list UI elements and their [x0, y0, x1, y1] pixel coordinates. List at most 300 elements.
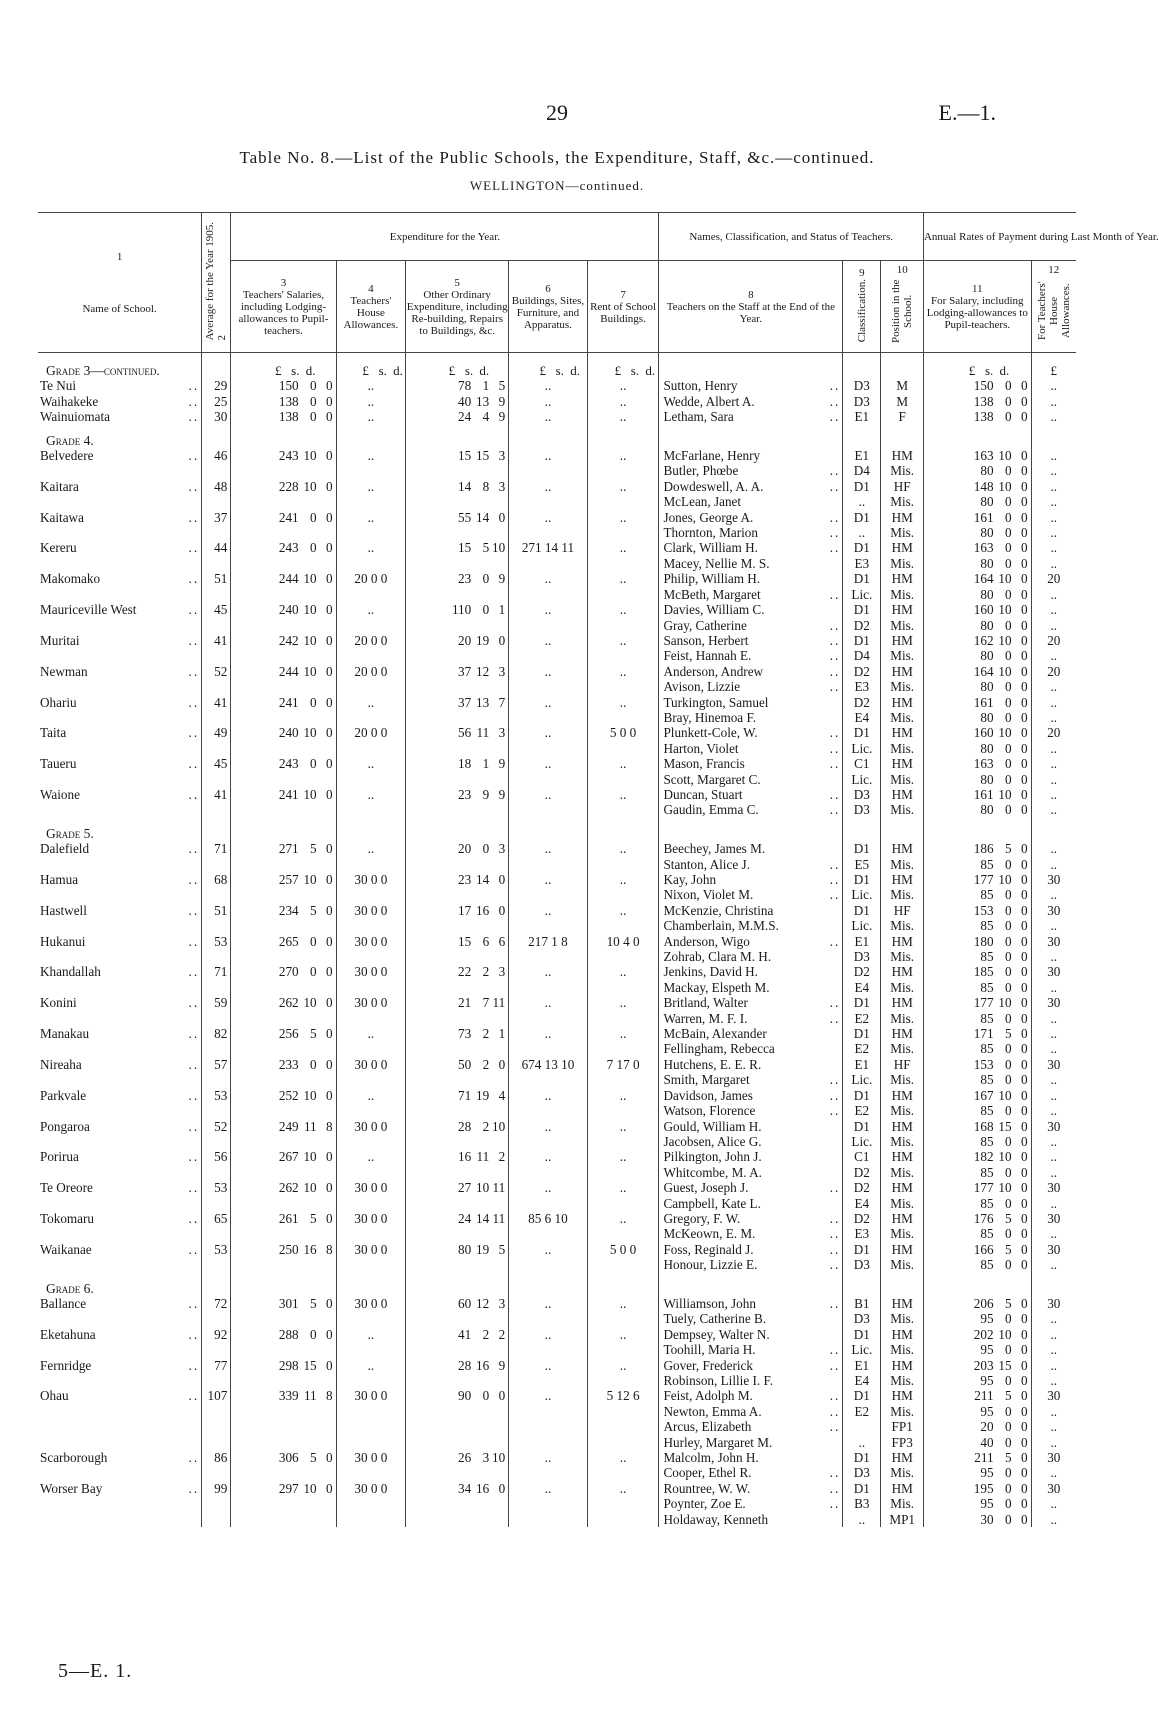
other-expenditure-cell — [406, 494, 509, 509]
unit-d: d. — [999, 363, 1010, 378]
teacher-name-cell — [659, 1296, 843, 1311]
salary-rate-d: 0 — [1020, 933, 1028, 949]
rent-cell — [587, 1450, 659, 1465]
teachers-salaries — [269, 934, 333, 949]
salary-rate-d: 0 — [1020, 1373, 1028, 1388]
school-row — [38, 479, 1076, 494]
salaries-cell — [231, 1327, 336, 1342]
salary-rate-s: 0 — [1004, 1164, 1012, 1180]
house-allowance-rate-cell — [1031, 1211, 1076, 1226]
position-cell — [881, 525, 924, 540]
blank-cell — [659, 818, 843, 841]
grade-heading: Grade 3—continued. — [46, 363, 160, 378]
buildings-expenditure: .. — [544, 1388, 552, 1404]
house-allowance-rate: .. — [1050, 1357, 1058, 1373]
rent-cell — [587, 494, 659, 509]
other-expenditure-d: 9 — [498, 409, 506, 425]
other-expenditure-d: 10 — [492, 540, 506, 556]
house-allowance: .. — [367, 1149, 375, 1165]
teacher-name: Cooper, Ethel R. — [663, 1465, 752, 1481]
salary-rate — [964, 1165, 1028, 1180]
school-name-cell — [38, 378, 202, 393]
teachers-salaries-s: 10 — [303, 602, 317, 618]
other-expenditure-cell — [406, 664, 509, 679]
other-expenditure-p: 50 — [458, 1056, 472, 1072]
salary-rate-d: 0 — [1020, 1342, 1028, 1358]
rent-of-buildings: .. — [619, 1118, 627, 1134]
salary-rate-p: 150 — [973, 378, 994, 394]
teachers-salaries-s: 0 — [310, 409, 317, 425]
other-expenditure-cell — [406, 540, 509, 555]
salary-rate-p: 80 — [980, 802, 994, 818]
house-allowance-rate-cell — [1031, 525, 1076, 540]
teachers-salaries-d: 0 — [326, 1026, 333, 1042]
school-name: Ohariu — [40, 694, 77, 710]
salary-rate-s: 0 — [1004, 1041, 1012, 1057]
buildings-cell — [509, 1450, 587, 1465]
school-name-cell — [38, 1211, 202, 1226]
col-7-header — [587, 261, 659, 353]
position-cell — [881, 602, 924, 617]
rent-cell — [587, 664, 659, 679]
house-allowance-rate-cell — [1031, 1512, 1076, 1527]
teacher-name: Pilkington, John J. — [663, 1149, 762, 1165]
teacher-classification: D2 — [853, 1164, 870, 1180]
salary-rate — [964, 695, 1028, 710]
salary-rate-p: 95 — [980, 1342, 994, 1358]
salary-rate-p: 85 — [980, 1103, 994, 1119]
teacher-classification: D3 — [853, 1465, 870, 1481]
house-allowance-rate: 30 — [1047, 1295, 1061, 1311]
teachers-salaries-s: 10 — [303, 448, 317, 464]
other-expenditure-p: 41 — [458, 1326, 472, 1342]
other-expenditure-s: 5 — [482, 540, 490, 556]
teachers-salaries — [269, 1450, 333, 1465]
salary-rate-cell — [923, 695, 1031, 710]
school-name-cell — [38, 1435, 202, 1450]
salary-rate-p: 80 — [980, 555, 994, 571]
salaries-cell — [231, 1196, 336, 1211]
position-cell — [881, 1196, 924, 1211]
teacher-classification: Lic. — [851, 918, 873, 934]
leader-dots: .. — [188, 872, 200, 887]
teacher-classification: D2 — [853, 694, 870, 710]
rent-of-buildings: .. — [619, 1026, 627, 1042]
salary-rate-d: 0 — [1020, 995, 1028, 1011]
buildings-expenditure: .. — [544, 632, 552, 648]
unit-s: s. — [291, 363, 300, 378]
average-cell — [202, 695, 231, 710]
salary-rate — [964, 1435, 1028, 1450]
buildings-cell — [509, 378, 587, 393]
rent-cell — [587, 1180, 659, 1195]
grade-heading: Grade 6. — [46, 1280, 94, 1296]
salary-rate-cell — [923, 510, 1031, 525]
buildings-expenditure: .. — [544, 964, 552, 980]
teacher-name-cell — [659, 1165, 843, 1180]
teacher-name-cell — [659, 1026, 843, 1041]
average-attendance: 86 — [214, 1450, 228, 1466]
leader-dots: .. — [829, 786, 841, 802]
leader-dots: .. — [188, 1118, 200, 1134]
leader-dots: .. — [188, 902, 200, 918]
school-name: Te Oreore — [40, 1180, 93, 1196]
buildings-cell — [509, 934, 587, 949]
salary-rate-s: 0 — [1004, 1434, 1012, 1450]
house-allowance-rate: .. — [1050, 1403, 1058, 1419]
teacher-name: McBeth, Margaret — [663, 586, 761, 602]
rent-cell — [587, 1196, 659, 1211]
position-cell — [881, 1041, 924, 1056]
classification-cell — [843, 1512, 881, 1527]
teachers-salaries — [269, 903, 333, 918]
rent-cell — [587, 1481, 659, 1496]
teacher-name: Clark, William H. — [663, 540, 758, 556]
other-expenditure-s: 11 — [476, 1149, 490, 1165]
salary-rate-d: 0 — [1020, 571, 1028, 587]
school-row — [38, 602, 1076, 617]
salary-rate-p: 40 — [980, 1434, 994, 1450]
other-expenditure-s: 7 — [482, 995, 490, 1011]
school-name-cell — [38, 679, 202, 694]
classification-cell — [843, 1149, 881, 1164]
salary-rate-s: 0 — [1004, 887, 1012, 903]
salary-rate-d: 0 — [1020, 1403, 1028, 1419]
other-expenditure-cell — [406, 857, 509, 872]
units-cell — [587, 353, 659, 379]
col-5-label: Other Ordinary Expenditure, including Re-building, Repairs to Buildings, &c. — [406, 288, 508, 337]
buildings-expenditure: .. — [544, 1480, 552, 1496]
teacher-classification: D1 — [853, 841, 870, 857]
salary-rate-p: 85 — [980, 1072, 994, 1088]
rent-cell — [587, 841, 659, 856]
position-cell — [881, 695, 924, 710]
teacher-position: HM — [891, 1149, 913, 1165]
salaries-cell — [231, 1103, 336, 1118]
salary-rate-d: 0 — [1020, 1087, 1028, 1103]
teachers-salaries-s: 5 — [310, 1295, 317, 1311]
teacher-name-cell — [659, 633, 843, 648]
house-allowance-rate: 30 — [1047, 1210, 1061, 1226]
other-expenditure-cell — [406, 679, 509, 694]
house-allowance-cell — [336, 1211, 405, 1226]
teacher-classification: D2 — [853, 663, 870, 679]
teacher-classification: .. — [858, 494, 866, 510]
teachers-salaries-p: 242 — [278, 632, 299, 648]
buildings-cell — [509, 463, 587, 478]
school-name-cell — [38, 540, 202, 555]
other-expenditure-cell — [406, 1041, 509, 1056]
average-cell — [202, 1011, 231, 1026]
teachers-salaries-d: 0 — [326, 1295, 333, 1311]
salary-rate-cell — [923, 857, 1031, 872]
teachers-salaries-p: 288 — [278, 1326, 299, 1342]
col-3-number: 3 — [280, 276, 287, 289]
other-expenditure-cell — [406, 964, 509, 979]
other-expenditure-cell — [406, 648, 509, 663]
rent-cell — [587, 510, 659, 525]
salaries-cell — [231, 787, 336, 802]
other-expenditure-cell — [406, 710, 509, 725]
classification-cell — [843, 995, 881, 1010]
teacher-name-cell — [659, 378, 843, 393]
salaries-cell — [231, 540, 336, 555]
house-allowance-cell — [336, 710, 405, 725]
teacher-classification: E1 — [854, 448, 870, 464]
teacher-name: Honour, Lizzie E. — [663, 1257, 758, 1273]
salary-rate — [964, 1481, 1028, 1496]
other-expenditure-d: 3 — [498, 841, 506, 857]
position-cell — [881, 1257, 924, 1272]
average-cell — [202, 841, 231, 856]
salary-rate-d: 0 — [1020, 1149, 1028, 1165]
teacher-name: Gould, William H. — [663, 1118, 762, 1134]
buildings-cell — [509, 1103, 587, 1118]
teacher-classification: Lic. — [851, 1342, 873, 1358]
buildings-expenditure: .. — [544, 1295, 552, 1311]
unit-p: £ — [968, 363, 976, 378]
salary-rate — [964, 903, 1028, 918]
teacher-classification: .. — [858, 1434, 866, 1450]
school-name-cell — [38, 648, 202, 663]
classification-cell — [843, 1088, 881, 1103]
salary-rate-cell — [923, 587, 1031, 602]
col-1-header — [38, 213, 202, 353]
house-allowance-cell — [336, 1226, 405, 1241]
leader-dots: .. — [188, 694, 200, 710]
house-allowance-rate: .. — [1050, 1041, 1058, 1057]
salary-rate-p: 95 — [980, 1311, 994, 1327]
table-body — [38, 353, 1076, 1528]
house-allowance-rate: 30 — [1047, 933, 1061, 949]
teachers-salaries-p: 267 — [278, 1149, 299, 1165]
average-cell — [202, 1119, 231, 1134]
other-expenditure-p: 14 — [458, 478, 472, 494]
house-allowance-cell — [336, 1496, 405, 1511]
classification-cell — [843, 756, 881, 771]
teachers-salaries-p: 298 — [278, 1357, 299, 1373]
teachers-salaries-p: 243 — [278, 756, 299, 772]
blank-cell — [231, 425, 336, 448]
blank-cell — [587, 425, 659, 448]
school-row — [38, 1450, 1076, 1465]
teacher-name-cell — [659, 571, 843, 586]
rent-cell — [587, 964, 659, 979]
buildings-expenditure: .. — [544, 602, 552, 618]
salary-rate-p: 30 — [980, 1511, 994, 1527]
house-allowance-rate-cell — [1031, 1342, 1076, 1357]
salaries-cell — [231, 802, 336, 817]
salary-rate-cell — [923, 1011, 1031, 1026]
col-4-number: 4 — [368, 282, 374, 295]
school-name-cell — [38, 1388, 202, 1403]
rent-of-buildings: .. — [619, 632, 627, 648]
unit-lsd — [425, 363, 489, 378]
school-row — [38, 394, 1076, 409]
other-expenditure-cell — [406, 556, 509, 571]
rent-cell — [587, 618, 659, 633]
blank-cell — [587, 818, 659, 841]
salary-rate-cell — [923, 463, 1031, 478]
other-expenditure-d: 11 — [492, 995, 506, 1011]
teacher-name-cell — [659, 1419, 843, 1434]
house-allowance-cell — [336, 409, 405, 424]
teacher-name-cell — [659, 725, 843, 740]
teachers-salaries — [269, 872, 333, 887]
rent-cell — [587, 1057, 659, 1072]
other-expenditure-s: 19 — [476, 1241, 490, 1257]
other-expenditure-cell — [406, 394, 509, 409]
salary-rate-p: 80 — [980, 586, 994, 602]
buildings-cell — [509, 602, 587, 617]
salary-rate-p: 211 — [974, 1450, 994, 1466]
teacher-name-cell — [659, 1057, 843, 1072]
salary-rate — [964, 1296, 1028, 1311]
rent-cell — [587, 1149, 659, 1164]
rent-of-buildings: .. — [619, 602, 627, 618]
buildings-cell — [509, 494, 587, 509]
house-allowance-cell — [336, 394, 405, 409]
teacher-name-cell — [659, 587, 843, 602]
house-allowance-rate-cell — [1031, 802, 1076, 817]
position-cell — [881, 725, 924, 740]
teacher-position: HM — [891, 1087, 913, 1103]
schools-table — [38, 212, 1159, 1527]
average-cell — [202, 772, 231, 787]
salary-rate-cell — [923, 934, 1031, 949]
salaries-cell — [231, 1134, 336, 1149]
teacher-name: Jenkins, David H. — [663, 964, 758, 980]
salary-rate-cell — [923, 1419, 1031, 1434]
school-row — [38, 934, 1076, 949]
school-name-cell — [38, 964, 202, 979]
rent-cell — [587, 1026, 659, 1041]
position-cell — [881, 1134, 924, 1149]
salary-rate-cell — [923, 1327, 1031, 1342]
teacher-classification: E4 — [854, 709, 870, 725]
salary-rate — [964, 510, 1028, 525]
salary-rate-cell — [923, 1435, 1031, 1450]
position-cell — [881, 1057, 924, 1072]
house-allowance-rate: .. — [1050, 463, 1058, 479]
other-expenditure-p: 80 — [458, 1241, 472, 1257]
school-name-cell — [38, 1180, 202, 1195]
buildings-cell — [509, 725, 587, 740]
other-expenditure-cell — [406, 1435, 509, 1450]
school-name-cell — [38, 571, 202, 586]
position-cell — [881, 1388, 924, 1403]
position-cell — [881, 918, 924, 933]
salary-rate — [964, 1226, 1028, 1241]
other-expenditure-p: 15 — [458, 448, 472, 464]
other-expenditure-s: 11 — [476, 725, 490, 741]
salary-rate-s: 0 — [1004, 586, 1012, 602]
salary-rate-cell — [923, 1242, 1031, 1257]
position-cell — [881, 1481, 924, 1496]
other-expenditure-d: 0 — [498, 1480, 506, 1496]
house-allowance: .. — [367, 378, 375, 394]
leader-dots: .. — [188, 1149, 200, 1165]
house-allowance: 30 0 0 — [354, 1118, 388, 1134]
school-name-cell — [38, 510, 202, 525]
salary-rate-d: 0 — [1020, 709, 1028, 725]
salary-rate-s: 0 — [1004, 709, 1012, 725]
salary-rate — [964, 556, 1028, 571]
teachers-salaries-s: 0 — [310, 393, 317, 409]
leader-dots: .. — [188, 448, 200, 464]
average-cell — [202, 1388, 231, 1403]
teacher-position: HM — [891, 694, 913, 710]
salaries-cell — [231, 1165, 336, 1180]
rent-cell — [587, 1119, 659, 1134]
other-expenditure-d: 5 — [498, 1241, 506, 1257]
school-row — [38, 725, 1076, 740]
salary-rate-s: 0 — [1004, 740, 1012, 756]
position-cell — [881, 587, 924, 602]
house-allowance-rate: 30 — [1047, 1388, 1061, 1404]
buildings-cell — [509, 857, 587, 872]
salary-rate-d: 0 — [1020, 902, 1028, 918]
teachers-salaries — [269, 409, 333, 424]
position-cell — [881, 964, 924, 979]
teacher-classification: D3 — [853, 378, 870, 394]
classification-cell — [843, 394, 881, 409]
house-allowance-cell — [336, 1011, 405, 1026]
blank-cell — [659, 425, 843, 448]
buildings-cell — [509, 1435, 587, 1450]
other-expenditure-cell — [406, 1165, 509, 1180]
classification-cell — [843, 1072, 881, 1087]
other-expenditure-cell — [406, 934, 509, 949]
position-cell — [881, 1465, 924, 1480]
teacher-name: Philip, William H. — [663, 571, 761, 587]
teacher-classification: D4 — [853, 463, 870, 479]
rent-cell — [587, 1311, 659, 1326]
school-row — [38, 1057, 1076, 1072]
teachers-salaries — [269, 1327, 333, 1342]
school-name-cell — [38, 463, 202, 478]
salary-rate-cell — [923, 964, 1031, 979]
teachers-salaries-d: 0 — [326, 393, 333, 409]
other-expenditure-cell — [406, 1119, 509, 1134]
teacher-position: Mis. — [890, 1010, 915, 1026]
teachers-salaries-d: 0 — [326, 1180, 333, 1196]
unit-p: £ — [274, 363, 282, 378]
other-expenditure-cell — [406, 1072, 509, 1087]
school-row — [38, 1026, 1076, 1041]
teachers-salaries — [269, 479, 333, 494]
teacher-name-cell — [659, 448, 843, 463]
teacher-position: HM — [891, 1118, 913, 1134]
salary-rate-cell — [923, 1342, 1031, 1357]
other-expenditure-cell — [406, 995, 509, 1010]
teacher-name-cell — [659, 1072, 843, 1087]
salary-rate-p: 160 — [973, 602, 994, 618]
teacher-name-cell — [659, 1242, 843, 1257]
house-allowance-cell — [336, 1358, 405, 1373]
rent-cell — [587, 1257, 659, 1272]
buildings-cell — [509, 1088, 587, 1103]
school-name-cell — [38, 587, 202, 602]
salary-rate-d: 0 — [1020, 1164, 1028, 1180]
house-allowance-rate-cell — [1031, 1041, 1076, 1056]
other-expenditure-cell — [406, 633, 509, 648]
teacher-name-cell — [659, 479, 843, 494]
teacher-position: Mis. — [890, 887, 915, 903]
house-allowance-cell — [336, 1165, 405, 1180]
rent-cell — [587, 1327, 659, 1342]
other-expenditure-cell — [406, 787, 509, 802]
